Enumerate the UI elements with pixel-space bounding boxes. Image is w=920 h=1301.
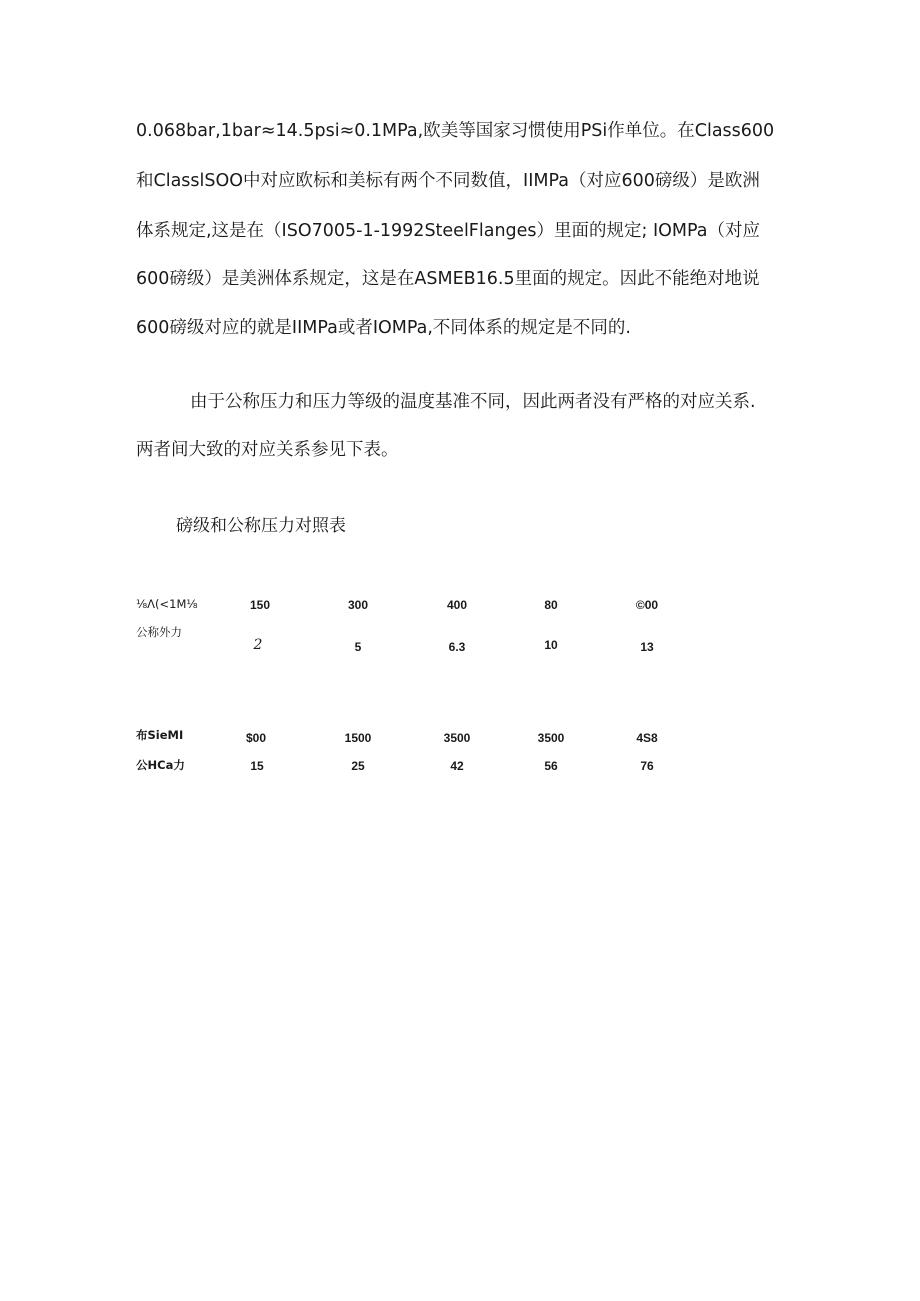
paragraph-2-line-1: 由于公称压力和压力等级的温度基准不同，因此两者没有严格的对应关系.	[190, 392, 756, 412]
table-2-header-cell: 4S8	[636, 731, 658, 745]
table-2-header-cell: 3500	[537, 731, 565, 745]
table-1-row-cell: 10	[544, 638, 558, 652]
paragraph-1-line-2: 和ClasslSOO中对应欧标和美标有两个不同数值，IIMPa（对应600磅级）是欧洲	[136, 171, 760, 191]
table-2-row-cell: 25	[351, 759, 365, 773]
table-1-header-cell: 150	[249, 598, 271, 612]
table-1-header-cell: 80	[544, 598, 558, 612]
table-2-header-cell: 1500	[344, 731, 372, 745]
table-2-row-cell: 76	[640, 759, 654, 773]
table-2-row-label: 公HCa力	[136, 758, 185, 772]
paragraph-1-line-1: 0.068bar,1bar≈14.5psi≈0.1MPa,欧美等国家习惯使用PSi作单位。在Class600	[136, 121, 775, 141]
table-1-row-label: 公称外力	[136, 625, 182, 639]
table-1-row-cell: 2	[253, 637, 263, 653]
paragraph-1-line-3: 体系规定,这是在（ISO7005-1-1992SteelFlanges）里面的规定; IOMPa（对应	[136, 221, 761, 241]
table-1-row-cell: 6.3	[448, 640, 466, 654]
table-1-header-cell: 400	[446, 598, 468, 612]
table-2-header-cell: 3500	[443, 731, 471, 745]
table-1-header-cell: 300	[347, 598, 369, 612]
table-1-header-label: ⅛Λ(<1Μ⅛	[136, 597, 198, 611]
paragraph-1-line-4: 600磅级）是美洲体系规定，这是在ASMEB16.5里面的规定。因此不能绝对地说	[136, 269, 760, 289]
table-2-row-cell: 42	[450, 759, 464, 773]
paragraph-2-line-2: 两者间大致的对应关系参见下表。	[136, 440, 399, 460]
table-2-header-label: 布SieMI	[136, 728, 184, 742]
table-title: 磅级和公称压力对照表	[176, 516, 346, 536]
table-2-row-cell: 56	[544, 759, 558, 773]
table-1-row-cell: 5	[354, 640, 362, 654]
paragraph-1-line-5: 600磅级对应的就是IIMPa或者IOMPa,不同体系的规定是不同的.	[136, 318, 631, 338]
table-1-row-cell: 13	[640, 640, 654, 654]
table-2-row-cell: 15	[250, 759, 264, 773]
table-1-header-cell: ©00	[635, 598, 659, 612]
table-2-header-cell: $00	[245, 731, 267, 745]
